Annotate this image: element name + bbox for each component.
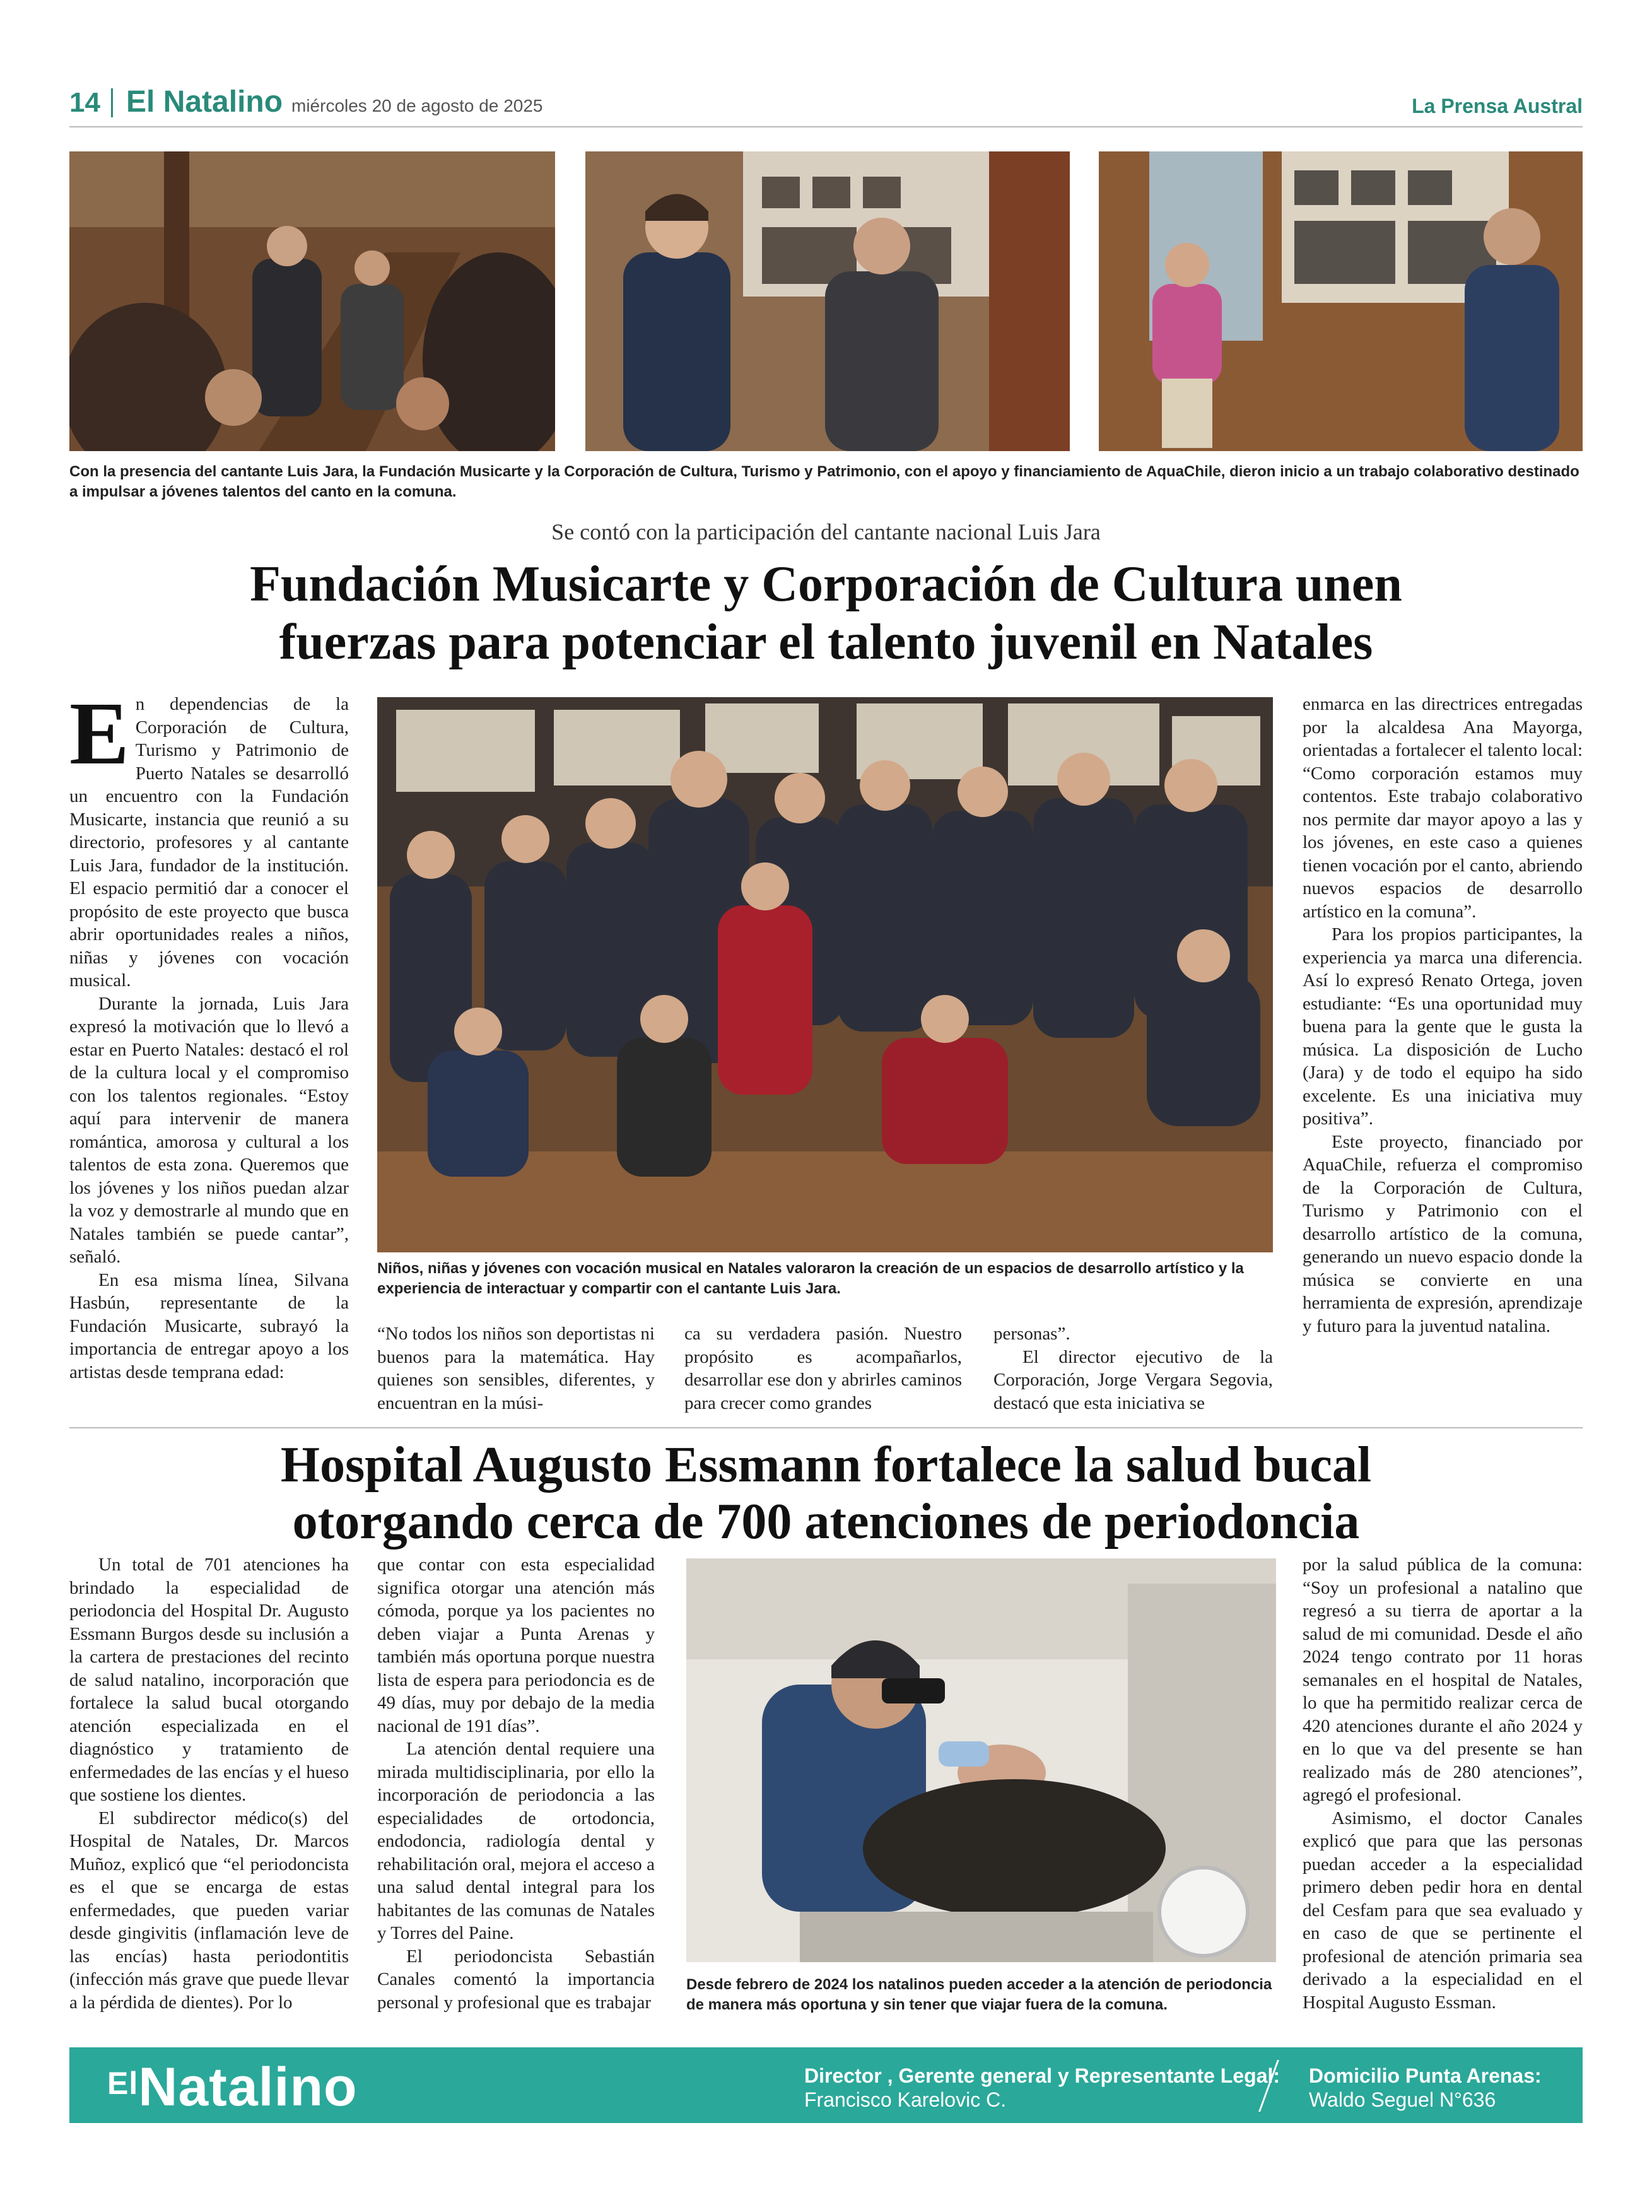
article1-paragraph: n dependencias de la Corporación de Cultura, Turismo y Patrimonio de Puerto Natales se desarrolló un encuentro con la Fundación Musicarte, instancia que reunió a su directorio, profesores y al cantante Luis Jara, fundador de la institución. El espacio permitió dar a conocer el propósito de este proyecto que busca abrir oportunidades reales a niños, niñas y jóvenes con vocación musical.	[69, 694, 349, 991]
article2-column-1	[69, 1553, 349, 2020]
article1-paragraph: Este proyecto, financiado por AquaChile, refuerza el compromiso de la Corporación de Cultura, Turismo y Patrimonio con el desarrollo artístico de la comuna, generando un nuevo espacio donde la música se convierte en una herramienta de expresión, aprendizaje y futuro para la juventud natalina.	[1303, 1131, 1583, 1336]
article2-paragraph: La atención dental requiere una mirada multidisciplinaria, por ello la incorporación de periodoncia a las especialidades de ortodoncia, endodoncia, radiología dental y rehabilitación oral, mejora el acceso a una salud dental integral para los habitantes de las comunas de Natales y Torres del Paine.	[377, 1739, 655, 1943]
article1-paragraph: El director ejecutivo de la Corporación, Jorge Vergara Segovia, destacó que esta iniciativa se	[993, 1346, 1273, 1413]
main-photo-caption: Niños, niñas y jóvenes con vocación musical en Natales valoraron la creación de un espacios de desarrollo artístico y la experiencia de interactuar y compartir con el cantante Luis Jara.	[377, 1260, 1244, 1297]
footer-banner	[69, 2047, 1583, 2123]
article2-paragraph: El periodoncista Sebastián Canales comentó la importancia personal y profesional que es trabajar	[377, 1946, 655, 2013]
article2-column-4	[1303, 1553, 1583, 2020]
section-name: El Natalino	[126, 85, 283, 119]
photo-luis-jara-young-singer	[585, 151, 1070, 451]
newspaper-name: La Prensa Austral	[1412, 95, 1583, 117]
footer-logo-el: El	[107, 2066, 139, 2101]
article1-column-5	[1303, 693, 1583, 1418]
article1-paragraph: “No todos los niños son deportistas ni buenos para la matemática. Hay quienes son sensibles, diferentes, y encuentran en la músi-	[377, 1324, 655, 1413]
header-rule	[69, 126, 1583, 127]
footer-director-block	[804, 2064, 1280, 2112]
article1-paragraph: ca su verdadera pasión. Nuestro propósito es acompañarlos, desarrollar ese don y abrirles caminos para crecer como grandes	[684, 1324, 962, 1413]
article2-headline-line1: Hospital Augusto Essmann fortalece la salud bucal	[280, 1437, 1372, 1493]
article2-headline-line2: otorgando cerca de 700 atenciones de periodoncia	[292, 1494, 1360, 1550]
article2-photo-caption: Desde febrero de 2024 los natalinos pueden acceder a la atención de periodoncia de manera más oportuna y sin tener que viajar fuera de la comuna.	[686, 1976, 1272, 2013]
footer-director-name: Francisco Karelovic C.	[804, 2088, 1007, 2111]
article2-paragraph: El subdirector médico(s) del Hospital de Natales, Dr. Marcos Muñoz, explicó que “el periodoncista es el que se encarga de estas enfermedades, que pueden variar desde gingivitis (inflamación leve de las encías) hasta periodontitis (infección más grave que puede llevar a la pérdida de dientes). Por lo	[69, 1808, 349, 2013]
page-number: 14	[69, 87, 100, 118]
article1-dropcap: E	[69, 693, 129, 783]
photo-periodontist-treating-patient	[686, 1558, 1276, 1962]
footer-address-value: Waldo Seguel N°636	[1309, 2088, 1496, 2111]
header-divider	[111, 88, 113, 117]
article1-column-3	[684, 1322, 962, 1415]
article1-headline-line2: fuerzas para potenciar el talento juvenil en Natales	[279, 615, 1373, 670]
top-photos-caption: Con la presencia del cantante Luis Jara, la Fundación Musicarte y la Corporación de Cultura, Turismo y Patrimonio, con el apoyo y financiamiento de AquaChile, dieron inicio a un trabajo colaborativo destinado a impulsar a jóvenes talentos del canto en la comuna.	[69, 463, 1579, 500]
footer-logo-name: Natalino	[138, 2057, 358, 2117]
publication-date: miércoles 20 de agosto de 2025	[291, 96, 543, 115]
footer-director-label: Director , Gerente general y Representante Legal:	[804, 2064, 1280, 2087]
photo-luis-jara-staircase	[69, 151, 555, 451]
footer-address-block	[1309, 2064, 1542, 2112]
article2-paragraph: Asimismo, el doctor Canales explicó que para que las personas puedan acceder a la especialidad primero deben pedir hora en dental del Cesfam para que sea evaluado y en caso de que se pertinente el profesional de atención primaria sea derivado a la especialidad en el Hospital Augusto Essman.	[1303, 1808, 1583, 2013]
article2-column-2	[377, 1553, 655, 2020]
footer-address-label: Domicilio Punta Arenas:	[1309, 2064, 1542, 2087]
article1-paragraph: personas”.	[993, 1324, 1070, 1344]
article2-paragraph: por la salud pública de la comuna: “Soy un profesional a natalino que regresó a su tierra de aportar a la salud de mi comunidad. Desde el año 2024 tengo contrato por 11 horas semanales en el hospital de Natales, lo que ha permitido realizar cerca de 420 atenciones durante el año 2024 y en lo que va del presente se han realizado más de 280 atenciones”, agregó el profesional.	[1303, 1555, 1583, 1805]
article2-paragraph: que contar con esta especialidad significa otorgar una atención más cómoda, porque ya los pacientes no deben viajar a Punta Arenas y también más oportuna porque nuestra lista de espera para periodoncia es de 49 días, muy por debajo de la media nacional de 191 días”.	[377, 1555, 655, 1736]
article1-headline-line1: Fundación Musicarte y Corporación de Cultura unen	[250, 556, 1402, 612]
article1-column-2	[377, 1322, 655, 1415]
article-separator	[69, 1427, 1583, 1428]
article1-kicker: Se contó con la participación del cantante nacional Luis Jara	[551, 519, 1101, 544]
footer-logo	[107, 2056, 358, 2119]
article1-column-4	[993, 1322, 1273, 1415]
article1-paragraph: En esa misma línea, Silvana Hasbún, representante de la Fundación Musicarte, subrayó la importancia de entregar apoyo a los artistas desde temprana edad:	[69, 1269, 349, 1382]
article2-paragraph: Un total de 701 atenciones ha brindado la especialidad de periodoncia del Hospital Dr. Augusto Essmann Burgos desde su inclusión a la cartera de prestaciones del recinto de salud natalino, incorporación que fortalece la salud bucal otorgando atención especializada en el diagnóstico y tratamiento de enfermedades de las encías y el hueso que sostiene los dientes.	[69, 1555, 349, 1805]
photo-girl-performing	[1099, 151, 1583, 451]
article1-paragraph: Durante la jornada, Luis Jara expresó la motivación que lo llevó a estar en Puerto Natales: destacó el rol de la cultura local y el compromiso con los talentos regionales. “Estoy aquí para intervenir de manera romántica, amorosa y cultural a los talentos de esta zona. Queremos que los jóvenes y los niños puedan alzar la voz y demostrarle al mundo que en Natales también se puede cantar”, señaló.	[69, 993, 349, 1267]
article1-column-1	[69, 693, 349, 1418]
article1-paragraph: Para los propios participantes, la experiencia ya marca una diferencia. Así lo expresó Renato Ortega, joven estudiante: “Es una oportunidad muy buena para la gente que le gusta la música. La disposición de Lucho (Jara) y de todo el equipo ha sido excelente. Es una iniciativa muy positiva”.	[1303, 924, 1583, 1129]
photo-group-young-singers	[377, 697, 1273, 1252]
article1-paragraph: enmarca en las directrices entregadas por la alcaldesa Ana Mayorga, orientadas a fortalecer el talento local: “Como corporación estamos muy contentos. Este trabajo colaborativo nos permite dar mayor apoyo a las y los jóvenes, en este caso a quienes tienen vocación por el canto, abriendo nuevos espacios de desarrollo artístico en la comuna”.	[1303, 694, 1583, 922]
